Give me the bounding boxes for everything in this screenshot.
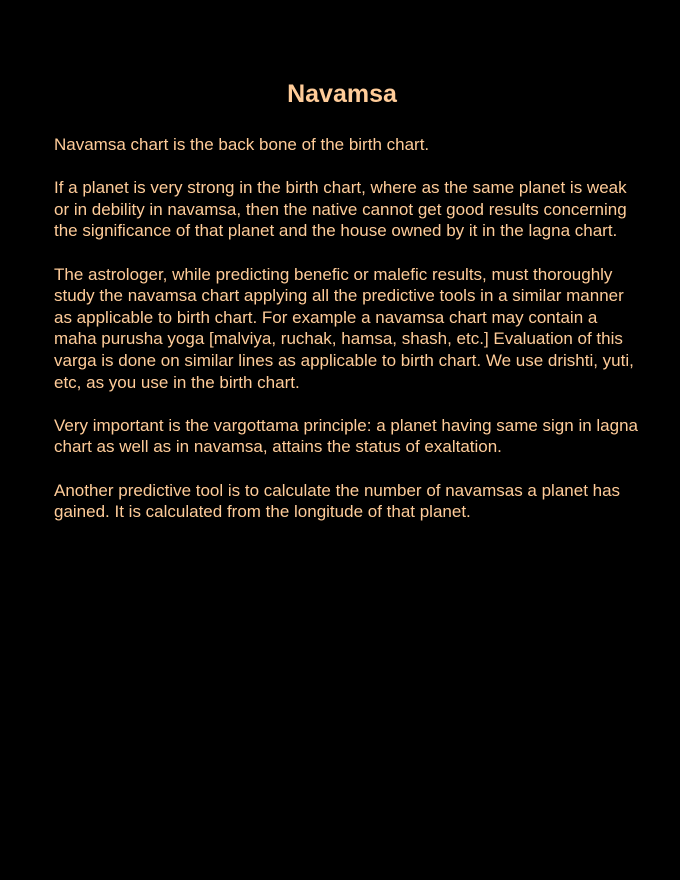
page-title: Navamsa — [287, 80, 397, 108]
paragraph-predictive-tool: Another predictive tool is to calculate the number of navamsas a planet has gained. It is calculated from the longitude of that planet. — [54, 480, 621, 522]
paragraph-planet-strength: If a planet is very strong in the birth chart, where as the same planet is weak or in debility in navamsa, then the native cannot get good results concerning the significance of that planet and the house owned by it in the lagna chart. — [54, 178, 627, 241]
paragraph-intro: Navamsa chart is the back bone of the birth chart. — [54, 135, 430, 154]
paragraph-vargottama: Very important is the vargottama principle: a planet having same sign in lagna chart as well as in navamsa, attains the status of exaltation. — [54, 415, 638, 457]
paragraph-astrologer: The astrologer, while predicting benefic or malefic results, must thoroughly study the navamsa chart applying all the predictive tools in a similar manner as applicable to birth chart. For example a navamsa chart may contain a maha purusha yoga [malviya, ruchak, hamsa, shash, etc.] Evaluation of this varga is done on similar lines as applicable to birth chart. We use drishti, yuti, etc, as you use in the birth chart. — [54, 264, 634, 392]
document-body — [54, 134, 644, 544]
